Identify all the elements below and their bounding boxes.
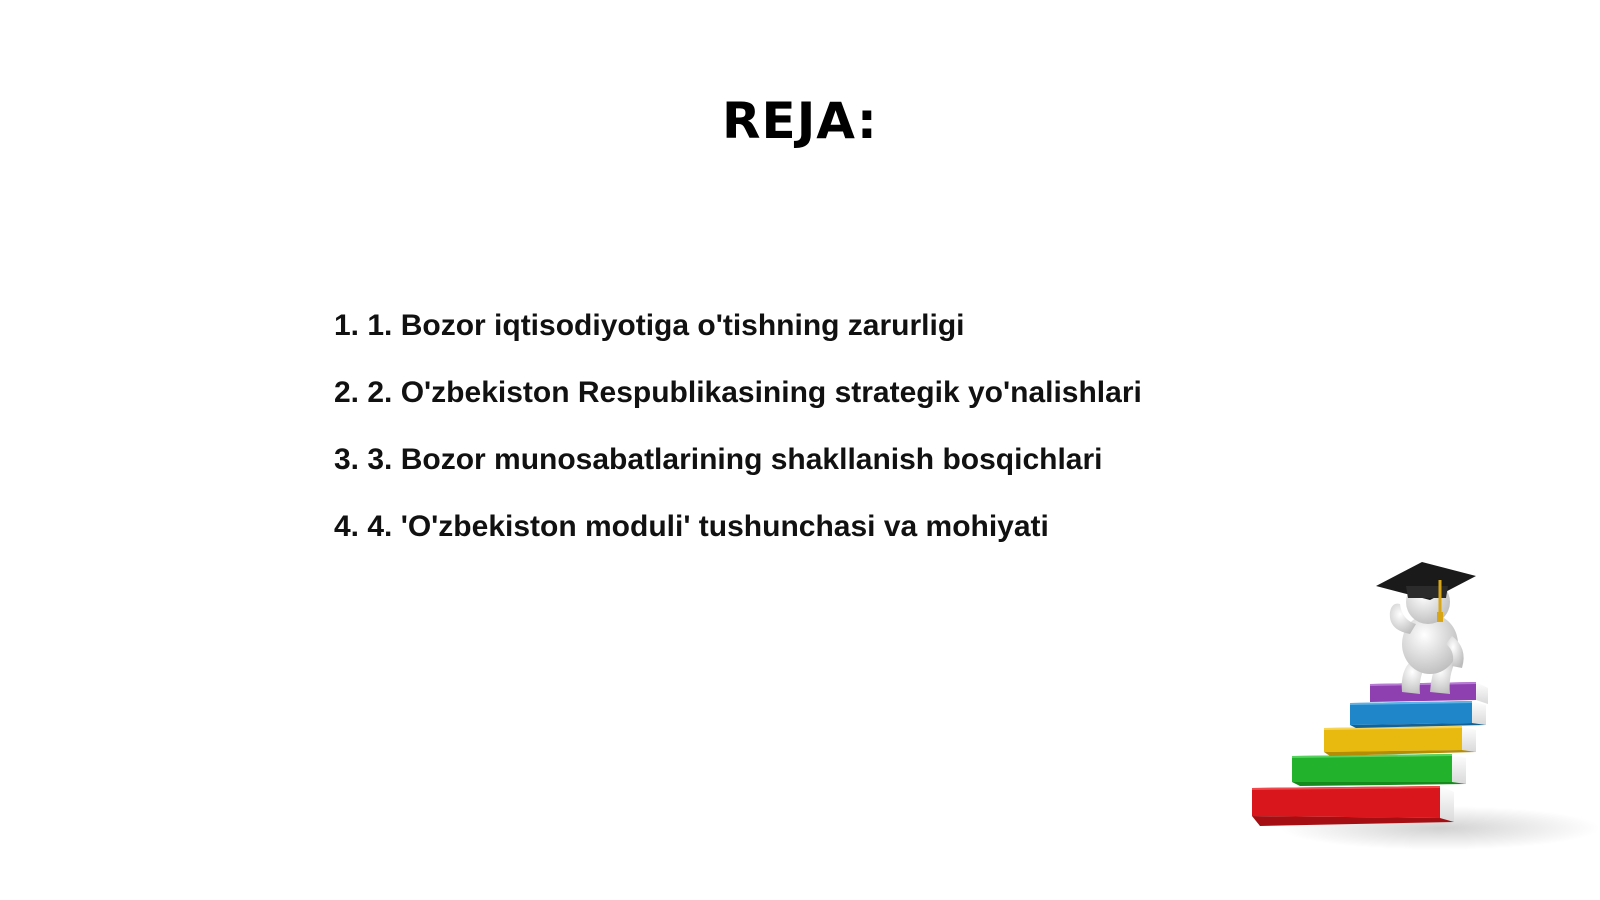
book-yellow [1324, 726, 1476, 756]
page-title: REJA: [722, 92, 878, 150]
book-blue [1350, 701, 1486, 728]
plan-item-3: 3. 3. Bozor munosabatlarining shakllanish bosqichlari [334, 443, 1103, 476]
plan-list [334, 306, 1142, 574]
plan-item-4: 4. 4. 'O'zbekiston moduli' tushunchasi va mohiyati [334, 510, 1049, 543]
plan-item-2: 2. 2. O'zbekiston Respublikasining strategik yo'nalishlari [334, 376, 1142, 409]
graduate-on-books-icon [1240, 560, 1600, 890]
graduate-figure [1376, 562, 1476, 694]
book-green [1292, 754, 1466, 786]
plan-item-1: 1. 1. Bozor iqtisodiyotiga o'tishning zarurligi [334, 309, 965, 342]
book-purple [1370, 682, 1488, 704]
book-red [1252, 786, 1454, 826]
